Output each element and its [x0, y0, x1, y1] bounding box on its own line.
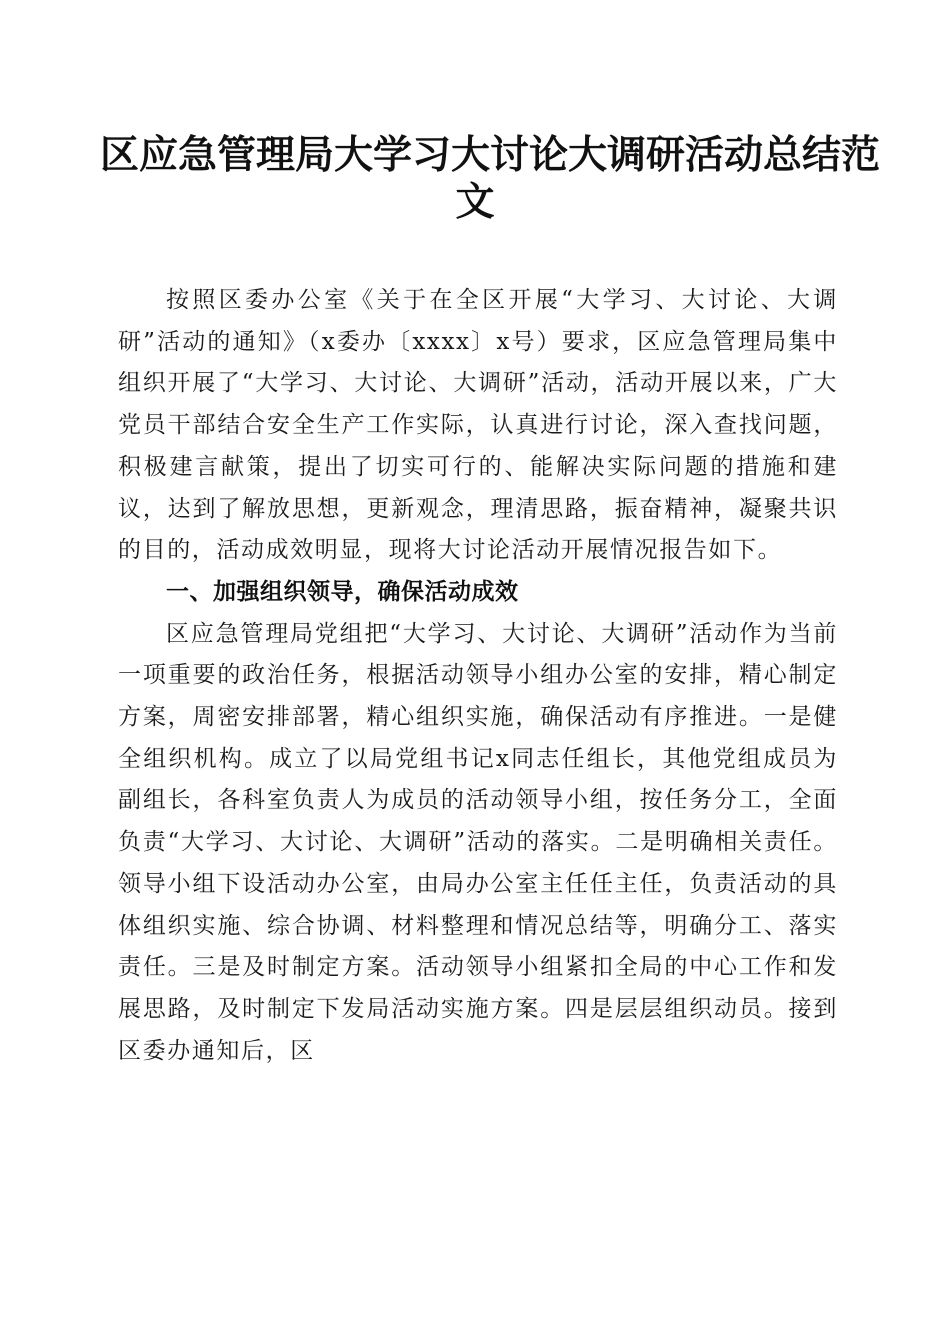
section-1-paragraph: 区应急管理局党组把“大学习、大讨论、大调研”活动作为当前一项重要的政治任务，根据活动领导小组办公室的安排，精心制定方案，周密安排部署，精心组织实施，确保活动有序推进。一是健全组织机构。成立了以局党组书记x同志任组长，其他党组成员为副组长，各科室负责人为成员的活动领导小组，按任务分工，全面负责“大学习、大讨论、大调研”活动的落实。二是明确相关责任。领导小组下设活动办公室，由局办公室主任任主任，负责活动的具体组织实施、综合协调、材料整理和情况总结等，明确分工、落实责任。三是及时制定方案。活动领导小组紧扣全局的中心工作和发展思路，及时制定下发局活动实施方案。四是层层组织动员。接到区委办通知后，区: [118, 620, 838, 1064]
title-line-2: 文: [455, 179, 495, 225]
title-line-1: 区应急管理局大学习大讨论大调研活动总结范: [100, 132, 881, 178]
intro-paragraph: 按照区委办公室《关于在全区开展“大学习、大讨论、大调研”活动的通知》（x委办〔xxxx〕x号）要求，区应急管理局集中组织开展了“大学习、大讨论、大调研”活动，活动开展以来，广大党员干部结合安全生产工作实际，认真进行讨论，深入查找问题，积极建言献策，提出了切实可行的、能解决实际问题的措施和建议，达到了解放思想，更新观念，理清思路，振奋精神，凝聚共识的目的，活动成效明显，现将大讨论活动开展情况报告如下。: [118, 287, 838, 564]
document-title: [100, 132, 881, 226]
document-body: [118, 280, 838, 1072]
section-heading-1: 一、加强组织领导，确保活动成效: [166, 578, 519, 605]
